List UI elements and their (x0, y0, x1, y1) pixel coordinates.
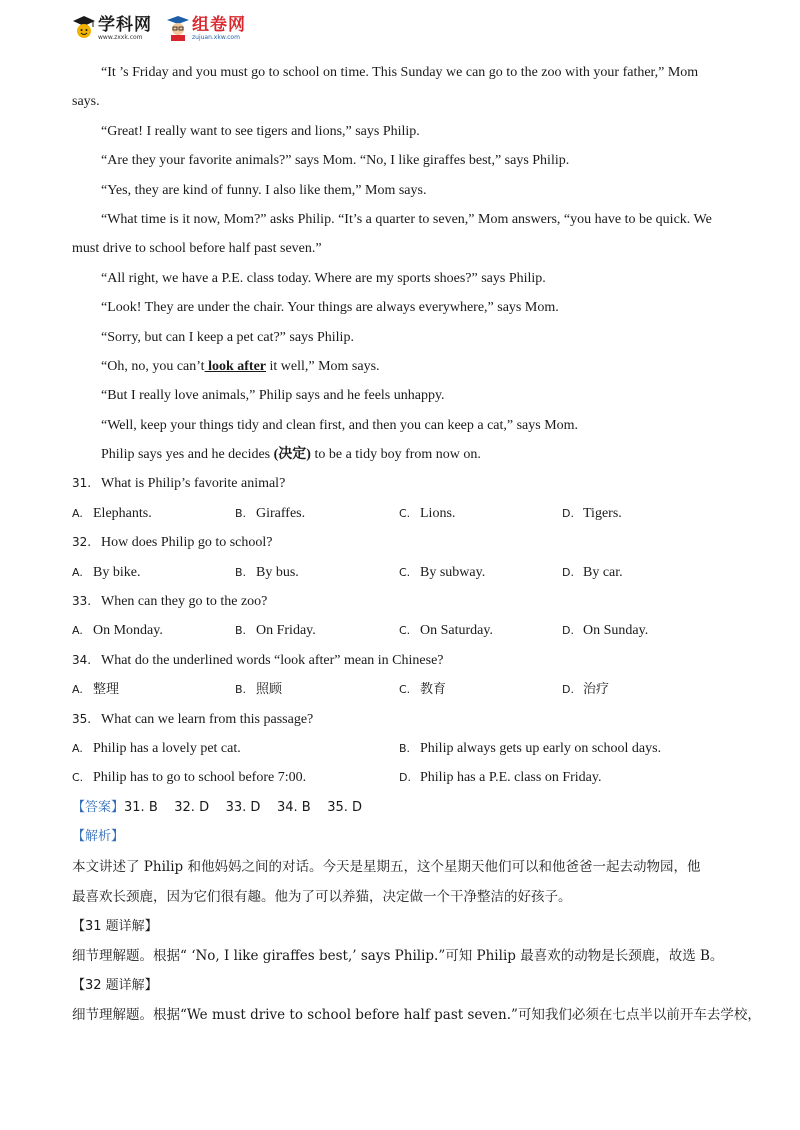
option-text: Philip has a P.E. class on Friday. (420, 770, 602, 786)
option (72, 616, 163, 645)
option-letter: B. (235, 506, 247, 520)
option-letter: C. (399, 624, 411, 638)
zxxk-logo-url: www.zxxk.com (98, 33, 143, 41)
option (399, 734, 661, 763)
zxxk-logo-name: 学科网 (98, 14, 152, 35)
option-letter: A. (72, 683, 83, 697)
passage-line: “Are they your favorite animals?” says Mom. “No, I like giraffes best,” says Philip. (101, 153, 570, 169)
question-35 (72, 705, 732, 734)
question-32 (72, 528, 732, 557)
option (72, 499, 152, 528)
passage-text: to be a tidy boy from now on. (310, 447, 481, 463)
option-text: 照顾 (256, 682, 283, 698)
option-text: By bike. (93, 564, 141, 580)
header-logos (72, 10, 260, 46)
option (72, 558, 140, 587)
passage-line: “Sorry, but can I keep a pet cat?” says Philip. (101, 329, 354, 345)
passage-line: says. (72, 94, 100, 110)
option-letter: C. (399, 683, 411, 697)
option-text: 教育 (420, 682, 447, 698)
question-33 (72, 587, 732, 616)
passage-text: Philip says yes and he decides (101, 447, 274, 463)
option-text: On Sunday. (583, 623, 649, 639)
detail-31-text: 细节理解题。根据“ ‘No, I like giraffes best,’ says Philip.”可知 Philip 最喜欢的动物是长颈鹿，故选 B。 (72, 947, 724, 964)
option (235, 558, 299, 587)
option-text: On Saturday. (420, 623, 493, 639)
question-34 (72, 646, 732, 675)
question-number: 34. (72, 652, 92, 667)
option (399, 763, 601, 792)
document-body (72, 58, 761, 1030)
options-33 (72, 616, 732, 645)
option-letter: D. (562, 506, 574, 520)
passage-line: “What time is it now, Mom?” asks Philip. “It’s a quarter to seven,” Mom answers, “you have to be quick. We (101, 211, 712, 227)
analysis-label: 【解析】 (72, 829, 125, 845)
option (72, 675, 119, 704)
options-34 (72, 675, 732, 704)
option-text: Lions. (420, 505, 456, 521)
option-letter: B. (399, 741, 411, 755)
analysis-line: 最喜欢长颈鹿，因为它们很有趣。他为了可以养猫，决定做一个干净整洁的好孩子。 (72, 888, 572, 905)
zxxk-logo (72, 14, 152, 42)
option-letter: C. (399, 565, 411, 579)
option-letter: A. (72, 506, 83, 520)
option (72, 763, 306, 792)
passage-line: “Yes, they are kind of funny. I also like them,” Mom says. (101, 182, 427, 198)
zujuan-logo (166, 14, 246, 42)
option-letter: B. (235, 565, 247, 579)
option (235, 675, 282, 704)
option-letter: D. (399, 771, 411, 785)
option-letter: C. (399, 506, 411, 520)
option (399, 616, 493, 645)
options-32 (72, 558, 732, 587)
option-letter: B. (235, 624, 247, 638)
option-letter: B. (235, 683, 247, 697)
passage-line: must drive to school before half past seven.” (72, 241, 322, 257)
passage-line: “Look! They are under the chair. Your things are always everywhere,” says Mom. (101, 300, 559, 316)
option-text: 整理 (93, 682, 120, 698)
question-text: When can they go to the zoo? (101, 594, 268, 610)
question-number: 32. (72, 535, 92, 550)
option-text: By subway. (420, 564, 486, 580)
question-number: 31. (72, 476, 92, 491)
option (399, 675, 446, 704)
bold-gloss: (决定) (273, 447, 311, 463)
option-letter: D. (562, 565, 574, 579)
options-31 (72, 499, 732, 528)
passage-text: “Oh, no, you can’t (101, 358, 205, 374)
option (235, 616, 316, 645)
question-text: What is Philip’s favorite animal? (101, 476, 286, 492)
option-text: Philip has to go to school before 7:00. (93, 770, 307, 786)
option (562, 675, 609, 704)
passage-line: “Great! I really want to see tigers and lions,” says Philip. (101, 123, 420, 139)
detail-32-text: 细节理解题。根据“We must drive to school before half past seven.”可知我们必须在七点半以前开车去学校， (72, 1007, 761, 1024)
options-35-row1 (72, 734, 732, 763)
option (562, 616, 648, 645)
question-number: 35. (72, 711, 92, 726)
mortarboard-icon (72, 14, 96, 42)
option-text: On Friday. (256, 623, 316, 639)
option (562, 499, 622, 528)
option-text: By bus. (256, 564, 299, 580)
option-letter: C. (72, 771, 84, 785)
zujuan-logo-name: 组卷网 (192, 14, 246, 35)
option (399, 499, 455, 528)
option-text: Tigers. (583, 505, 622, 521)
answer-values: 31. B 32. D 33. D 34. B 35. D (124, 799, 363, 815)
option-text: Philip always gets up early on school days. (420, 740, 662, 756)
question-31 (72, 469, 732, 498)
option (399, 558, 485, 587)
question-text: What do the underlined words “look after” mean in Chinese? (101, 652, 444, 668)
passage-line-underlined (72, 352, 732, 381)
option-letter: A. (72, 741, 83, 755)
student-icon (166, 14, 190, 42)
detail-31-label: 【31 题详解】 (72, 918, 158, 934)
underlined-phrase: look after (204, 358, 266, 374)
passage-line: “But I really love animals,” Philip says and he feels unhappy. (101, 388, 445, 404)
question-text: What can we learn from this passage? (101, 711, 314, 727)
option-letter: D. (562, 624, 574, 638)
analysis-line: 本文讲述了 Philip 和他妈妈之间的对话。今天是星期五，这个星期天他们可以和他爸爸一起去动物园，他 (72, 858, 701, 875)
option-letter: A. (72, 565, 83, 579)
options-35-row2 (72, 763, 732, 792)
answer-label: 【答案】 (72, 799, 125, 815)
passage-line: “All right, we have a P.E. class today. Where are my sports shoes?” says Philip. (101, 270, 546, 286)
option-text: 治疗 (583, 682, 610, 698)
question-text: How does Philip go to school? (101, 535, 273, 551)
detail-32-label: 【32 题详解】 (72, 977, 158, 993)
option (562, 558, 623, 587)
question-number: 33. (72, 594, 92, 609)
option-letter: A. (72, 624, 83, 638)
answer-key (72, 793, 732, 822)
option-text: Giraffes. (256, 505, 306, 521)
passage-text: it well,” Mom says. (266, 358, 380, 374)
option (72, 734, 241, 763)
zujuan-logo-url: zujuan.xkw.com (192, 33, 240, 41)
option-text: By car. (583, 564, 623, 580)
option (235, 499, 305, 528)
option-text: Philip has a lovely pet cat. (93, 740, 241, 756)
passage-line: “It ’s Friday and you must go to school on time. This Sunday we can go to the zoo with your father,” Mom (101, 65, 699, 80)
passage-line-last (72, 440, 732, 469)
option-text: Elephants. (93, 505, 152, 521)
passage-line: “Well, keep your things tidy and clean first, and then you can keep a cat,” says Mom. (101, 417, 579, 433)
option-letter: D. (562, 683, 574, 697)
option-text: On Monday. (93, 623, 163, 639)
